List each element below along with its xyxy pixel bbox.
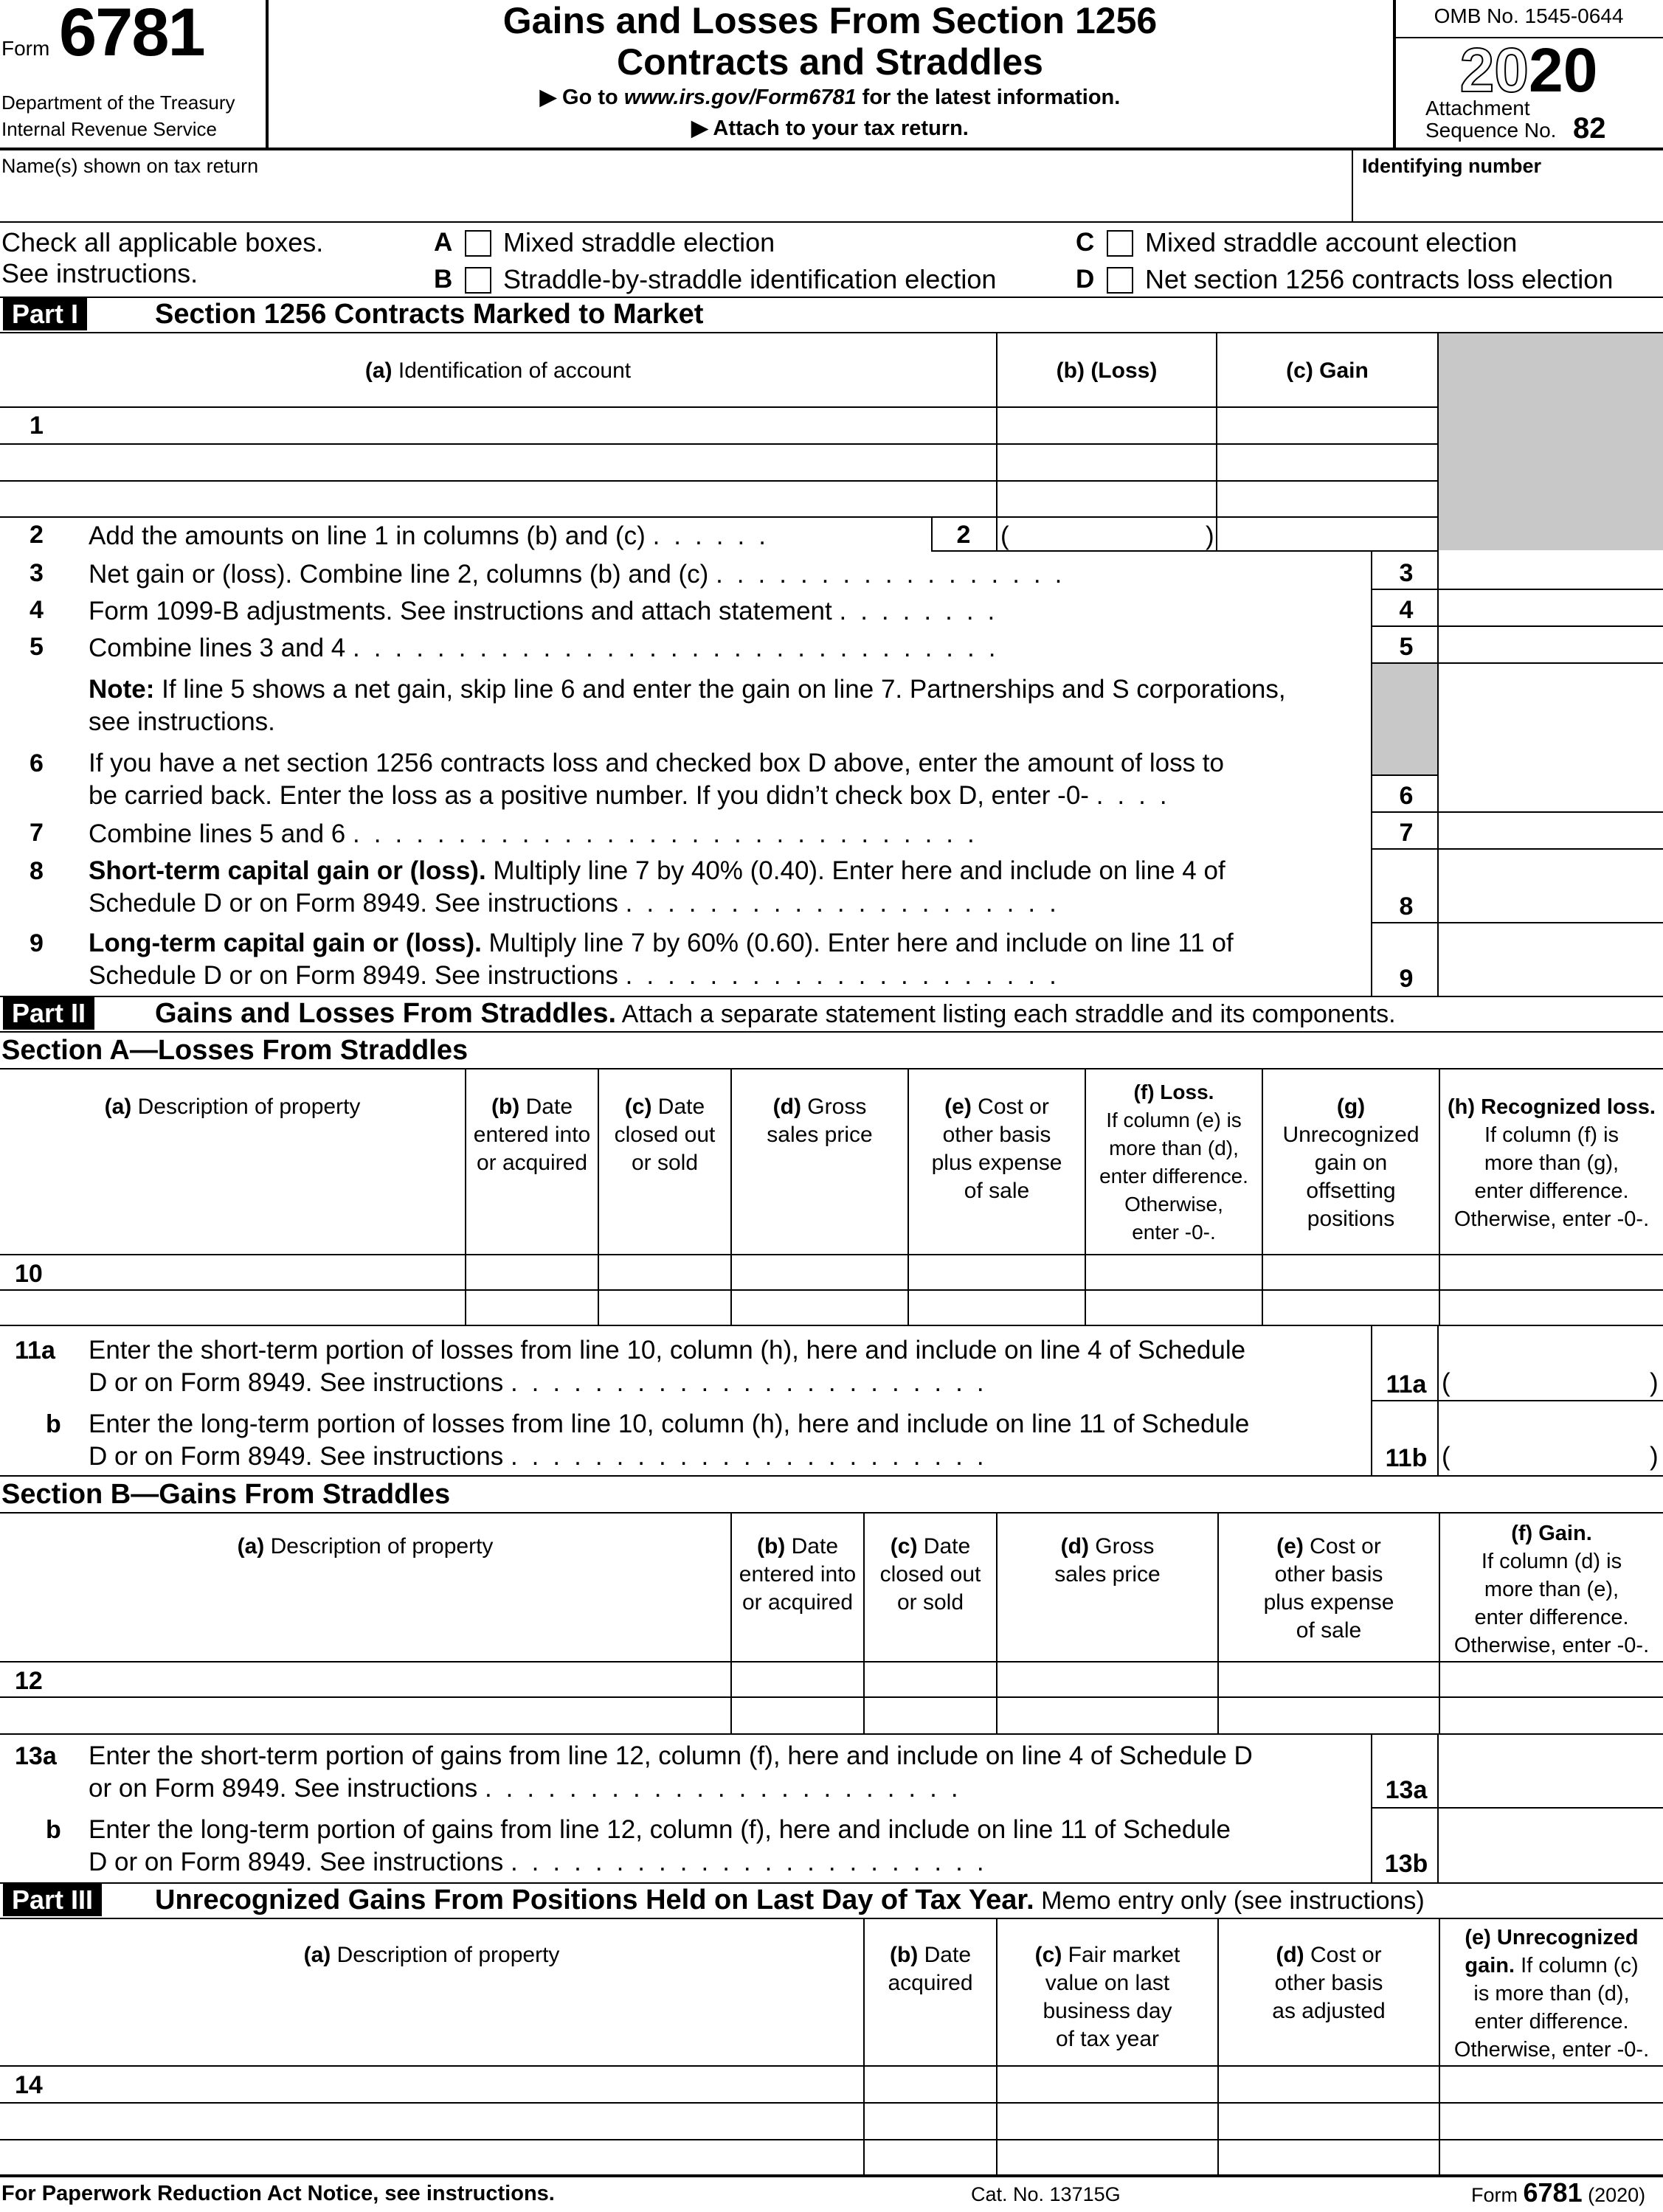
part-2-title: Gains and Losses From Straddles. Attach a separate statement listing each straddle and its components.	[155, 998, 1396, 1029]
shaded-cell	[1372, 664, 1437, 774]
line-6-amount[interactable]	[1440, 777, 1662, 810]
line-13b-letter: b	[46, 1816, 61, 1844]
line-11a-amount[interactable]	[1453, 1366, 1648, 1395]
line-9-number: 9	[30, 929, 44, 957]
footer-form-id: Form 6781 (2020)	[1471, 2177, 1646, 2208]
line-4-text: Form 1099-B adjustments. See instructions and attach statement ........	[89, 597, 1009, 625]
form-title-line-1: Gains and Losses From Section 1256	[502, 0, 1158, 41]
paperwork-notice: For Paperwork Reduction Act Notice, see instructions.	[1, 2182, 555, 2205]
line-6-box: 6	[1399, 782, 1414, 810]
box-a-checkbox[interactable]	[465, 230, 491, 257]
line-7-box: 7	[1399, 819, 1414, 847]
box-d-checkbox[interactable]	[1107, 267, 1133, 294]
line-11a-box: 11a	[1386, 1370, 1427, 1398]
box-d-label: Net section 1256 contracts loss election	[1145, 264, 1614, 294]
line-4-amount[interactable]	[1440, 592, 1662, 624]
line-9-text-2: Schedule D or on Form 8949. See instructions .....................	[89, 961, 1071, 990]
sec-a-col-h-header: (h) Recognized loss. If column (f) is more than (g), enter difference. Otherwise, enter -0-.	[1448, 1095, 1656, 1231]
line-5-note-2: see instructions.	[89, 707, 275, 736]
sec-a-col-g-header: (g) Unrecognized gain on offsetting positions	[1282, 1095, 1420, 1231]
agency-line-1: Department of the Treasury	[1, 91, 235, 114]
sec-b-col-b-header: (b) Date entered into or acquired	[739, 1534, 857, 1615]
sec-a-col-d-header: (d) Gross sales price	[767, 1095, 873, 1147]
line-8-text-1: Short-term capital gain or (loss). Multiply line 7 by 40% (0.40). Enter here and include on line 4 of	[89, 856, 1225, 885]
form-title-line-2: Contracts and Straddles	[617, 41, 1043, 83]
line-2-text: Add the amounts on line 1 in columns (b) and (c) ......	[89, 521, 780, 550]
line-2-box: 2	[956, 521, 971, 549]
line-12-row-1[interactable]	[59, 1664, 727, 1695]
line-5-number: 5	[30, 633, 44, 661]
attachment-label: Attachment	[1425, 97, 1530, 119]
line-11b-paren-close: )	[1650, 1442, 1659, 1471]
line-11a-paren-open: (	[1442, 1368, 1451, 1397]
col-c-header: (c) Gain	[1286, 358, 1369, 383]
line-12-number: 12	[15, 1667, 43, 1695]
line-2-paren-open: (	[1000, 521, 1009, 550]
sec-b-col-e-header: (e) Cost or other basis plus expense of sale	[1263, 1534, 1394, 1643]
identifying-number-field[interactable]	[1355, 181, 1663, 217]
box-b-letter: B	[434, 265, 453, 294]
taxpayer-name-field[interactable]	[0, 181, 1350, 217]
sec-b-col-a-header: (a) Description of property	[237, 1534, 494, 1559]
sec-a-col-c-header: (c) Date closed out or sold	[614, 1095, 716, 1175]
line-8-number: 8	[30, 857, 44, 885]
line-9-amount[interactable]	[1440, 925, 1662, 994]
line-1-number: 1	[30, 412, 44, 440]
line-8-box: 8	[1399, 892, 1414, 920]
line-13a-number: 13a	[15, 1742, 57, 1770]
line-2-gain-field[interactable]	[1219, 519, 1436, 549]
line-9-text-1: Long-term capital gain or (loss). Multiply line 7 by 60% (0.60). Enter here and include on line 11 of	[89, 929, 1234, 957]
line-3-box: 3	[1399, 559, 1414, 587]
sec-a-col-b-header: (b) Date entered into or acquired	[473, 1095, 591, 1175]
line-7-text: Combine lines 5 and 6 ..............................	[89, 819, 989, 848]
line-1-row-1-loss[interactable]	[999, 409, 1214, 443]
agency-line-2: Internal Revenue Service	[1, 118, 217, 140]
line-2-paren-close: )	[1206, 521, 1214, 550]
sec-b-col-f-header: (f) Gain. If column (d) is more than (e), enter difference. Otherwise, enter -0-.	[1453, 1522, 1650, 1657]
line-4-box: 4	[1399, 596, 1414, 624]
sequence-label: Sequence No.	[1425, 119, 1557, 142]
identifying-number-label: Identifying number	[1362, 155, 1541, 177]
part3-col-d-header: (d) Cost or other basis as adjusted	[1272, 1943, 1386, 2023]
tax-year: 2020	[1459, 35, 1598, 105]
line-7-amount[interactable]	[1440, 814, 1662, 847]
part-3-title: Unrecognized Gains From Positions Held on Last Day of Tax Year. Memo entry only (see instructions)	[155, 1885, 1425, 1915]
box-a-label: Mixed straddle election	[503, 227, 775, 257]
sequence-number: 82	[1573, 112, 1606, 145]
line-11b-paren-open: (	[1442, 1442, 1451, 1471]
part-1-tag: Part I	[3, 298, 87, 330]
col-b-header: (b) (Loss)	[1056, 358, 1158, 383]
line-5-text: Combine lines 3 and 4 ...............................	[89, 634, 1010, 662]
part3-col-b-header: (b) Date acquired	[888, 1943, 973, 1995]
box-b-label: Straddle-by-straddle identification election	[503, 264, 997, 294]
line-6-text-1: If you have a net section 1256 contracts loss and checked box D above, enter the amount of loss to	[89, 749, 1224, 777]
line-11b-text-2: D or on Form 8949. See instructions .......................	[89, 1442, 998, 1471]
box-a-letter: A	[434, 228, 453, 257]
line-10-number: 10	[15, 1260, 43, 1288]
part-1-title: Section 1256 Contracts Marked to Market	[155, 299, 704, 330]
check-intro-2: See instructions.	[1, 258, 198, 288]
line-13a-text-2: or on Form 8949. See instructions .......................	[89, 1774, 972, 1803]
line-13a-text-1: Enter the short-term portion of gains from line 12, column (f), here and include on line 4 of Schedule D	[89, 1741, 1253, 1770]
part-3-tag: Part III	[3, 1884, 102, 1916]
section-b-title: Section B—Gains From Straddles	[1, 1479, 451, 1510]
line-1-row-1-account[interactable]	[59, 409, 993, 443]
col-a-header: (a) Identification of account	[364, 358, 632, 383]
line-7-number: 7	[30, 819, 44, 847]
attach-instruction: ▶ Attach to your tax return.	[691, 117, 969, 140]
line-6-text-2: be carried back. Enter the loss as a positive number. If you didn’t check box D, enter -0- ....	[89, 781, 1181, 810]
box-d-letter: D	[1076, 265, 1095, 294]
part-2-tag: Part II	[3, 997, 94, 1030]
line-5-amount[interactable]	[1440, 628, 1662, 661]
website-instruction: ▶ Go to www.irs.gov/Form6781 for the latest information.	[539, 86, 1121, 109]
line-11a-text-2: D or on Form 8949. See instructions .......................	[89, 1368, 998, 1397]
line-13a-box: 13a	[1385, 1776, 1428, 1804]
line-5-box: 5	[1399, 633, 1414, 661]
line-10-row-1[interactable]	[59, 1257, 462, 1288]
line-6-number: 6	[30, 749, 44, 777]
line-13b-text-1: Enter the long-term portion of gains from line 12, column (f), here and include on line 11 of Schedule	[89, 1815, 1231, 1844]
line-3-number: 3	[30, 559, 44, 587]
line-14-number: 14	[15, 2071, 43, 2099]
sec-b-col-d-header: (d) Gross sales price	[1054, 1534, 1161, 1587]
line-4-number: 4	[30, 596, 44, 624]
sec-a-col-a-header: (a) Description of property	[104, 1095, 361, 1119]
box-c-letter: C	[1076, 228, 1095, 257]
line-11b-amount[interactable]	[1453, 1440, 1648, 1469]
form-number: 6781	[59, 0, 204, 70]
line-14-row-1[interactable]	[59, 2068, 860, 2099]
sec-b-col-c-header: (c) Date closed out or sold	[879, 1534, 981, 1615]
section-a-title: Section A—Losses From Straddles	[1, 1035, 469, 1066]
line-3-text: Net gain or (loss). Combine line 2, columns (b) and (c) .................	[89, 560, 1076, 589]
part3-col-c-header: (c) Fair market value on last business day of tax year	[1034, 1943, 1180, 2051]
omb-number: OMB No. 1545-0644	[1434, 4, 1624, 27]
box-c-checkbox[interactable]	[1107, 230, 1133, 257]
line-11a-number: 11a	[15, 1336, 55, 1365]
line-11b-letter: b	[46, 1410, 61, 1438]
check-intro-1: Check all applicable boxes.	[1, 227, 324, 257]
line-11a-text-1: Enter the short-term portion of losses from line 10, column (h), here and include on line 4 of Schedule	[89, 1336, 1246, 1365]
line-13b-box: 13b	[1384, 1850, 1428, 1878]
shaded-area	[1439, 333, 1663, 550]
part3-col-e-header: (e) Unrecognized gain. If column (c) is more than (d), enter difference. Otherwise, enter -0-.	[1453, 1926, 1650, 2062]
line-2-number: 2	[30, 521, 44, 549]
name-field-label: Name(s) shown on tax return	[1, 155, 259, 177]
line-3-amount[interactable]	[1440, 555, 1662, 587]
box-c-label: Mixed straddle account election	[1145, 227, 1518, 257]
line-5-note: Note: If line 5 shows a net gain, skip line 6 and enter the gain on line 7. Partnerships and S corporations,	[89, 675, 1286, 704]
line-1-row-1-gain[interactable]	[1219, 409, 1436, 443]
line-13a-amount[interactable]	[1440, 1736, 1662, 1806]
line-8-text-2: Schedule D or on Form 8949. See instructions .....................	[89, 889, 1071, 918]
box-b-checkbox[interactable]	[465, 267, 491, 294]
line-9-box: 9	[1399, 965, 1414, 993]
line-2-loss-field[interactable]	[1012, 519, 1204, 549]
line-8-amount[interactable]	[1440, 851, 1662, 920]
line-13b-text-2: D or on Form 8949. See instructions .......................	[89, 1848, 998, 1876]
catalog-number: Cat. No. 13715G	[971, 2183, 1121, 2205]
sec-a-col-f-header: (f) Loss. If column (e) is more than (d), enter difference. Otherwise, enter -0-.	[1099, 1081, 1248, 1244]
line-11a-paren-close: )	[1650, 1368, 1659, 1397]
sec-a-col-e-header: (e) Cost or other basis plus expense of sale	[931, 1095, 1062, 1203]
line-11b-text-1: Enter the long-term portion of losses from line 10, column (h), here and include on line 11 of Schedule	[89, 1410, 1250, 1438]
line-13b-amount[interactable]	[1440, 1810, 1662, 1879]
form-label: Form	[1, 37, 50, 60]
line-11b-box: 11b	[1385, 1444, 1428, 1472]
part3-col-a-header: (a) Description of property	[303, 1943, 560, 1967]
